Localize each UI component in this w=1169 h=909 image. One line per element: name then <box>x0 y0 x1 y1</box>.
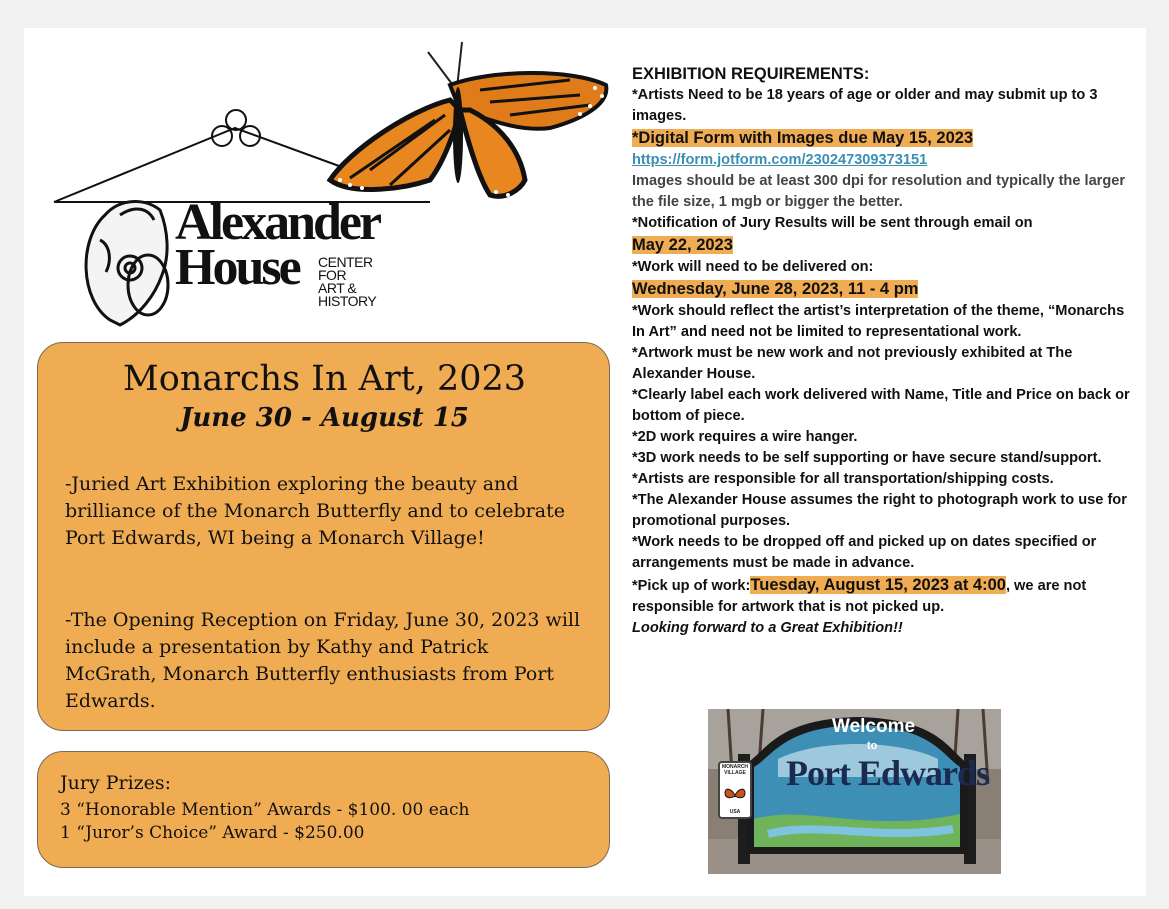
requirement-photograph: *The Alexander House assumes the right to photograph work to use for promotional purposes. <box>632 492 1127 529</box>
prize-line: 1 “Juror’s Choice” Award - $250.00 <box>60 823 365 843</box>
badge-usa-text: USA <box>729 809 741 815</box>
event-title: Monarchs In Art, 2023 <box>122 359 527 399</box>
notification-date: May 22, 2023 <box>632 236 733 254</box>
logo-name-line1: Alexander <box>175 194 380 251</box>
requirement-shipping: *Artists are responsible for all transportation/shipping costs. <box>632 471 1054 487</box>
event-info-box <box>37 342 610 731</box>
requirement-delivery: *Work will need to be delivered on: <box>632 259 874 275</box>
delivery-date: Wednesday, June 28, 2023, 11 - 4 pm <box>632 280 919 298</box>
requirement-theme: *Work should reflect the artist’s interpretation of the theme, “Monarchs In Art” and need not be limited to representational work. <box>632 303 1125 340</box>
requirement-dropoff: *Work needs to be dropped off and picked up on dates specified or arrangements must be made in advance. <box>632 534 1097 571</box>
logo-center-line: FOR <box>318 267 347 283</box>
pickup-suffix: , we are not responsible for artwork that is not picked up. <box>632 578 1087 615</box>
horse-head-emblem-icon <box>86 202 168 325</box>
pickup-date: Tuesday, August 15, 2023 at 4:00 <box>750 576 1006 594</box>
jury-prizes-box <box>37 751 610 868</box>
requirement-notification: *Notification of Jury Results will be sent through email on <box>632 215 1033 231</box>
logo-name-line2: House <box>175 239 299 296</box>
sign-to-text: to <box>867 740 878 752</box>
event-reception: -The Opening Reception on Friday, June 30, 2023 will include a presentation by Kathy and Patrick McGrath, Monarch Butterfly enthusiasts from Port Edwards. <box>65 609 581 712</box>
pickup-prefix: *Pick up of work: <box>632 578 751 594</box>
requirements-heading: EXHIBITION REQUIREMENTS: <box>632 65 870 83</box>
prize-line: 3 “Honorable Mention” Awards - $100. 00 each <box>60 800 470 820</box>
requirement-stand: *3D work needs to be self supporting or have secure stand/support. <box>632 450 1102 466</box>
requirement-label: *Clearly label each work delivered with Name, Title and Price on back or bottom of piece. <box>632 387 1130 424</box>
submission-form-link[interactable]: https://form.jotform.com/230247309373151 <box>632 152 928 168</box>
requirement-digital-form: *Digital Form with Images due May 15, 2023 <box>632 129 974 147</box>
closing-line: Looking forward to a Great Exhibition!! <box>632 620 903 636</box>
sign-welcome-text: Welcome <box>832 716 916 737</box>
event-description: -Juried Art Exhibition exploring the beauty and brilliance of the Monarch Butterfly and to celebrate Port Edwards, WI being a Monarch Village! <box>65 473 565 549</box>
logo-center-line: HISTORY <box>318 293 377 309</box>
monarch-butterfly-icon <box>330 42 606 197</box>
requirement-pickup <box>632 574 1132 618</box>
event-dates: June 30 - August 15 <box>180 403 469 433</box>
badge-top-text: MONARCH VILLAGE <box>721 764 749 776</box>
exhibition-requirements <box>632 63 1132 639</box>
logo-center-text <box>318 256 376 308</box>
badge-butterfly-icon <box>724 786 746 804</box>
requirement-new-work: *Artwork must be new work and not previously exhibited at The Alexander House. <box>632 345 1073 382</box>
requirement-images-note: Images should be at least 300 dpi for resolution and typically the larger the file size, 1 mgb or bigger the better. <box>632 173 1126 210</box>
logo-center-line: CENTER <box>318 254 373 270</box>
prizes-title: Jury Prizes: <box>60 772 172 794</box>
requirement-wire: *2D work requires a wire hanger. <box>632 429 858 445</box>
logo-center-line: ART & <box>318 280 357 296</box>
sign-town-text: Port Edwards <box>786 753 989 793</box>
requirement-age: *Artists Need to be 18 years of age or older and may submit up to 3 images. <box>632 87 1098 124</box>
